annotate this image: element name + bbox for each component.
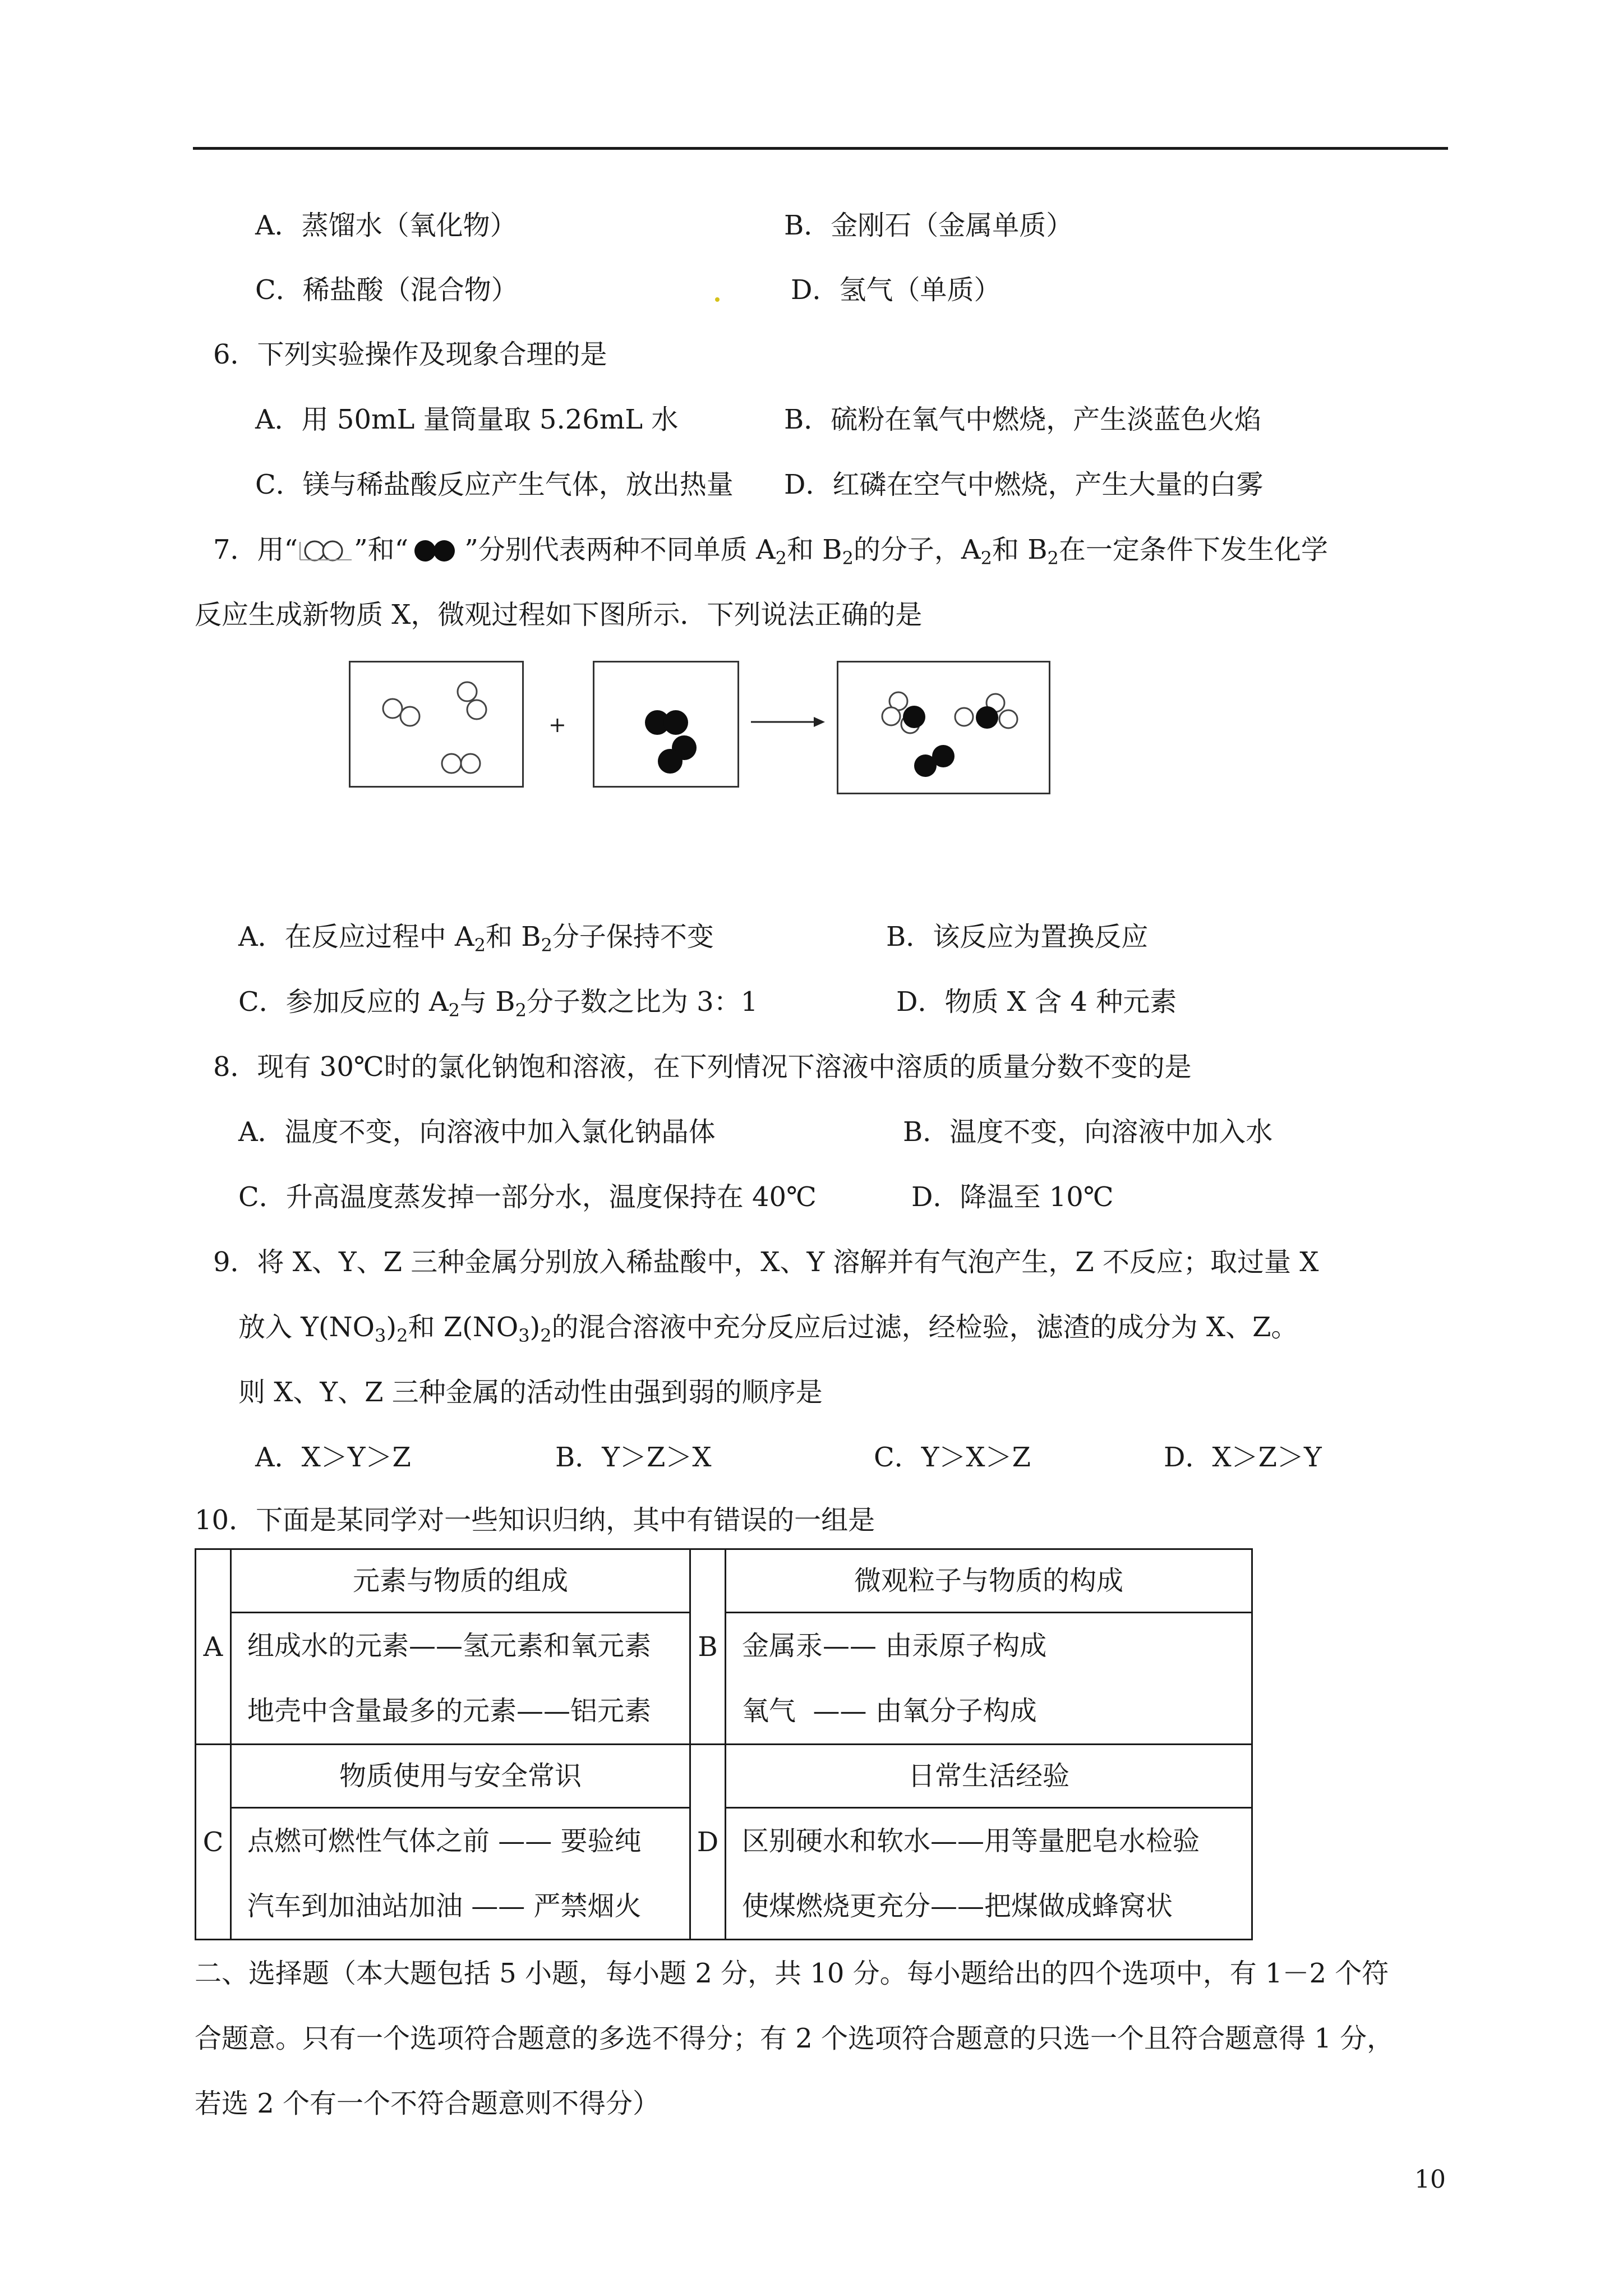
q9-option-b: B．Y＞Z＞X: [555, 1442, 712, 1473]
q7-stem-line1: 7．用“ ”和“ ”分别代表两种不同单质 $A_2$和 $B_2$的分子，$A_2$和 $B_2$在一定条件下发生化学: [213, 534, 1328, 569]
q8-option-c: C．升高温度蒸发掉一部分水，温度保持在 40℃: [238, 1181, 817, 1213]
q9-stem-line3: 则 X、Y、Z 三种金属的活动性由强到弱的顺序是: [238, 1377, 823, 1408]
q8-stem: 8．现有 30℃时的氯化钠饱和溶液，在下列情况下溶液中溶质的质量分数不变的是: [213, 1051, 1192, 1083]
q9-option-c: C．Y＞X＞Z: [874, 1442, 1031, 1473]
stray-dot: [715, 297, 720, 302]
q10-stem: 10．下面是某同学对一些知识归纳，其中有错误的一组是: [195, 1504, 875, 1536]
cell-head-b: 微观粒子与物质的构成: [726, 1549, 1252, 1613]
b2-molecule-icon: [408, 539, 464, 563]
section2-line2: 合题意。只有一个选项符合题意的多选不得分；有 2 个选项符合题意的只选一个且符合题意得 1 分，: [195, 2023, 1394, 2054]
page-number: 10: [1414, 2165, 1446, 2194]
cell-c-line1: 点燃可燃性气体之前 —— 要验纯: [247, 1825, 642, 1857]
cell-head-d: 日常生活经验: [726, 1745, 1252, 1808]
q5-option-d: D．氢气（单质）: [791, 274, 1001, 306]
product-box: [837, 661, 1050, 794]
reactant-a2-box: [349, 661, 524, 788]
q8-option-b: B．温度不变，向溶液中加入水: [903, 1116, 1273, 1148]
cell-letter-a: A: [196, 1549, 231, 1745]
cell-head-c: 物质使用与安全常识: [231, 1745, 690, 1808]
cell-body-a: [231, 1613, 690, 1745]
q7-stem-line2: 反应生成新物质 X，微观过程如下图所示．下列说法正确的是: [195, 599, 923, 631]
q5-option-b: B．金刚石（金属单质）: [784, 210, 1073, 241]
knowledge-table: [195, 1548, 1253, 1940]
cell-a-line2: 地壳中含量最多的元素——铝元素: [247, 1695, 652, 1727]
cell-d-line1: 区别硬水和软水——用等量肥皂水检验: [742, 1825, 1200, 1857]
q9-stem-line1: 9．将 X、Y、Z 三种金属分别放入稀盐酸中，X、Y 溶解并有气泡产生，Z 不反应；取过量 X: [213, 1246, 1319, 1278]
cell-letter-d: D: [690, 1745, 726, 1940]
q6-option-a: A．用 50mL 量筒量取 5.26mL 水: [255, 404, 679, 435]
reaction-arrow-icon: [749, 714, 827, 730]
a2-molecules-icon: [351, 662, 522, 786]
q8-option-a: A．温度不变，向溶液中加入氯化钠晶体: [238, 1116, 716, 1148]
cell-body-c: [231, 1808, 690, 1940]
q6-option-c: C．镁与稀盐酸反应产生气体，放出热量: [255, 469, 734, 500]
q6-stem: 6．下列实验操作及现象合理的是: [213, 339, 607, 370]
product-molecules-icon: [838, 662, 1049, 793]
q9-option-d: D．X＞Z＞Y: [1164, 1442, 1322, 1473]
cell-body-d: [726, 1808, 1252, 1940]
reactant-b2-box: [593, 661, 739, 788]
cell-b-line1: 金属汞—— 由汞原子构成: [742, 1630, 1047, 1662]
q7-option-c: C．参加反应的 $A_2$与 $B_2$分子数之比为 3：1: [238, 986, 758, 1021]
cell-letter-c: C: [196, 1745, 231, 1940]
q7-option-a: A．在反应过程中 $A_2$和 $B_2$分子保持不变: [238, 921, 714, 956]
plus-sign: +: [548, 712, 566, 737]
cell-b-line2: 氧气 —— 由氧分子构成: [742, 1695, 1037, 1727]
header-rule: [193, 147, 1448, 150]
a2-molecule-icon: [298, 539, 354, 563]
cell-c-line2: 汽车到加油站加油 —— 严禁烟火: [247, 1890, 642, 1922]
q5-option-c: C．稀盐酸（混合物）: [255, 274, 518, 306]
q9-stem-line2: 放入 $Y(NO_3)_2$和 $Z(NO_3)_2$的混合溶液中充分反应后过滤，经检验，滤渣的成分为 X、Z。: [238, 1312, 1298, 1346]
cell-d-line2: 使煤燃烧更充分——把煤做成蜂窝状: [742, 1890, 1173, 1922]
cell-body-b: [726, 1613, 1252, 1745]
q8-option-d: D．降温至 10℃: [911, 1181, 1114, 1213]
section2-line3: 若选 2 个有一个不符合题意则不得分）: [195, 2088, 660, 2119]
q5-option-a: A．蒸馏水（氧化物）: [255, 210, 517, 241]
q7-option-d: D．物质 X 含 4 种元素: [896, 986, 1177, 1018]
b2-molecules-icon: [594, 662, 737, 786]
cell-head-a: 元素与物质的组成: [231, 1549, 690, 1613]
cell-a-line1: 组成水的元素——氢元素和氧元素: [247, 1630, 652, 1662]
section2-line1: 二、选择题（本大题包括 5 小题，每小题 2 分，共 10 分。每小题给出的四个选项中，有 1－2 个符: [195, 1958, 1389, 1989]
q6-option-b: B．硫粉在氧气中燃烧，产生淡蓝色火焰: [784, 404, 1262, 435]
cell-letter-b: B: [690, 1549, 726, 1745]
q7-option-b: B．该反应为置换反应: [886, 921, 1149, 953]
q6-option-d: D．红磷在空气中燃烧，产生大量的白雾: [784, 469, 1264, 500]
q9-option-a: A．X＞Y＞Z: [255, 1442, 411, 1473]
